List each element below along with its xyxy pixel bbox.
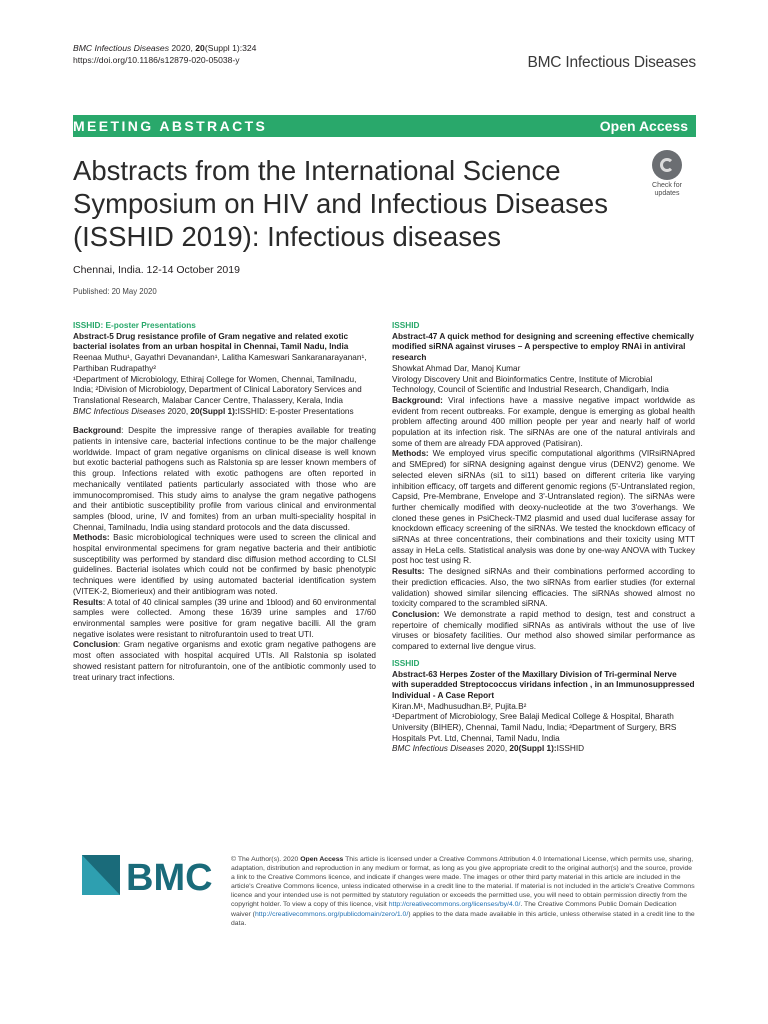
journal-brand: BMC Infectious Diseases: [527, 54, 696, 71]
open-access-label: Open Access: [599, 118, 688, 134]
results-paragraph: Results: A total of 40 clinical samples (39 urine and 1blood) and 60 environmental samples were collected. Among these 16/39 urine samples and 17/60 environmental samples were positive for gram negative bacilli. All the gram negative isolates were resistant to nitrofurantoin used to treat UTI.: [73, 597, 376, 639]
authors: Kiran.M¹, Madhusudhan.B², Pujita.B²: [392, 701, 527, 711]
page-title: Abstracts from the International Science Symposium on HIV and Infectious Diseases (ISSHID 2019): Infectious diseases: [73, 155, 608, 252]
meeting-abstracts-banner: [73, 115, 696, 137]
left-column: [73, 321, 376, 683]
license-link[interactable]: http://creativecommons.org/licenses/by/4.0/: [388, 901, 521, 909]
abstract-title: Abstract-63 Herpes Zoster of the Maxillary Division of Tri-germinal Nerve with superadded Streptococcus viridans infection , in an Immunosuppressed Individual - A Case Report: [392, 669, 695, 700]
affiliations: ¹Department of Microbiology, Ethiraj College for Women, Chennai, Tamilnadu, India; ²Division of Microbiology, Department of Clinical Laboratory Services and Translational Research, Malabar Cancer Centre, Thalassery, Kerala, India: [73, 374, 362, 405]
bmc-logo: [80, 852, 230, 898]
section-heading: ISSHID: [392, 658, 420, 668]
conclusion-paragraph: Conclusion: We demonstrate a rapid method to design, test and construct a repertoire of chemically modified siRNAs as antivirals without the use of live viruses or biosafety facilities. Our method also showed similar performance as compared to external live dengue virus.: [392, 609, 695, 652]
methods-paragraph: Methods: We employed virus specific computational algorithms (VIRsiRNApred and SMEpred) for siRNA designing against dengue virus (DENV2) genome. We selected eleven siRNAs (si1 to si11) based on different criteria like varying inhibition efficacy, off targets and different genomic regions (5'-Untranslated region, Capsid, Pre-Membrane, Envelope and 3'-Untranslated region). The siRNAs were further chemically modified with deoxy-nucleotide at the two 3'overhangs. We cloned these genes in PsiCheck-TM2 plasmid and used dual luciferase assay for knockdown efficacy screening of the siRNAs. We tested the knockdown efficacy of siRNAs at three concentrations, their combinations and their toxicity using MTT assay in HeLa cells. Statistical analysis was done by one-way ANOVA with Tuckey post hoc test using R.: [392, 449, 695, 566]
check-for-updates-badge[interactable]: Check for updates: [642, 150, 692, 202]
banner-label: MEETING ABSTRACTS: [73, 118, 268, 134]
abstract-citation: BMC Infectious Diseases 2020, 20(Suppl 1):ISSHID: E-poster Presentations: [73, 406, 354, 416]
conclusion-paragraph: Conclusion: Gram negative organisms and exotic gram negative pathogens are most often associated with hospital acquired UTIs. All Ralstonia sp isolated showed resistant pattern for nitrofurantoin, one of the antibiotic commonly used to treat urinary tract infections.: [73, 640, 376, 682]
published-date: Published: 20 May 2020: [73, 287, 157, 296]
abstract-citation: BMC Infectious Diseases 2020, 20(Suppl 1):ISSHID: [392, 744, 585, 754]
abstract-title: Abstract-47 A quick method for designing and screening effective chemically modified siRNA against viruses – A perspective to employ RNAi in antiviral research: [392, 331, 694, 363]
authors: Showkat Ahmad Dar, Manoj Kumar: [392, 363, 521, 373]
results-paragraph: Results: The designed siRNAs and their combinations performed according to their prediction efficacies. Also, the two siRNAs from earlier studies (for external validation) showed similar silencing efficacies. The siRNAs showed almost no toxicity compared to the scrambled siRNA.: [392, 567, 695, 609]
methods-paragraph: Methods: Basic microbiological techniques were used to screen the clinical and hospital environmental specimens for gram negative bacteria and their antibiotic susceptibility was performed by standard disc diffusion method according to CLSI guidelines. Bacterial isolates which could not be confirmed by basic phenotypic techniques were identified by using automated bacterial identification system (VITEK-2, Biomerieux) and their antibiogram was noted.: [73, 533, 376, 596]
section-heading: ISSHID: [392, 321, 420, 330]
right-column: [392, 321, 695, 755]
location-date: Chennai, India. 12-14 October 2019: [73, 264, 240, 276]
citation-header: BMC Infectious Diseases 2020, 20(Suppl 1):324 https://doi.org/10.1186/s12879-020-05038-y: [73, 43, 257, 65]
affiliations: Virology Discovery Unit and Bioinformatics Centre, Institute of Microbial Technology, Council of Scientific and Industrial Research, Chandigarh, India: [392, 374, 669, 395]
background-paragraph: Background: Despite the impressive range of therapies available for treating patients in intensive care, bacterial infections continue to be the major challenge worldwide. Impact of gram negative organisms on clinical disease is well known but exotic bacterial pathogens such as Ralstonia sp are lesser known members of this group. Infections related with exotic pathogens are often reported in mechanically ventilated patients particularly associated with those who are immunocompromised. This study aims to analyse the gram negative pathogens and their antibiotic susceptibility profile from various clinical and environmental samples (blood, urine, IV and fomites) from an urban multi-speciality hospital in Chennai, Tamilnadu, India using standard protocols and the data discussed.: [73, 426, 376, 532]
background-paragraph: Background: Viral infections have a massive negative impact worldwide as evident from recent outbreaks. For example, dengue is emerging as global health problem affecting around 400 million people per year and nearly half of world population at its infection risk. The siRNAs are one of the natural antivirals and some of them are already FDA approved (Patisiran).: [392, 395, 695, 448]
section-heading: ISSHID: E-poster Presentations: [73, 321, 196, 330]
license-text: © The Author(s). 2020 Open Access This article is licensed under a Creative Commons Attribution 4.0 International License, which permits use, sharing, adaptation, distribution and reproduction in any medium or format, as long as you give appropriate credit to the original author(s) and the source, provide a link to the Creative Commons licence, and indicate if changes were made. The images or other third party material in this article are included in the article's Creative Commons licence, unless indicated otherwise in a credit line to the material. If material is not included in the article's Creative Commons licence and your intended use is not permitted by statutory regulation or exceeds the permitted use, you will need to obtain permission directly from the copyright holder. To view a copy of this licence, visit http://creativecommons.org/licenses/by/4.0/. The Creative Commons Public Domain Dedication waiver (http://creativecommons.org/publicdomain/zero/1.0/) applies to the data made available in this article, unless otherwise stated in a credit line to the data.: [231, 856, 695, 927]
public-domain-link[interactable]: http://creativecommons.org/publicdomain/zero/1.0/: [254, 910, 409, 918]
check-updates-icon: [652, 150, 682, 180]
authors: Reenaa Muthu¹, Gayathri Devanandan¹, Lalitha Kameswari Sankaranarayanan¹, Parthiban Rudrapathy²: [73, 353, 367, 373]
abstract-title: Abstract-5 Drug resistance profile of Gram negative and related exotic bacterial isolates from an urban hospital in Chennai, Tamil Nadu, India: [73, 331, 349, 352]
doi-link[interactable]: https://doi.org/10.1186/s12879-020-05038-y: [73, 55, 240, 65]
journal-name: BMC Infectious Diseases: [73, 43, 169, 53]
affiliations: ¹Department of Microbiology, Sree Balaji Medical College & Hospital, Bharath University (BIHER), Chennai, Tamil Nadu, India; ²Department of Surgery, BRS Hospitals Pvt. Ltd, Chennai, Tamil Nadu, India: [392, 712, 677, 743]
bmc-logo-text: BMC: [126, 857, 213, 898]
